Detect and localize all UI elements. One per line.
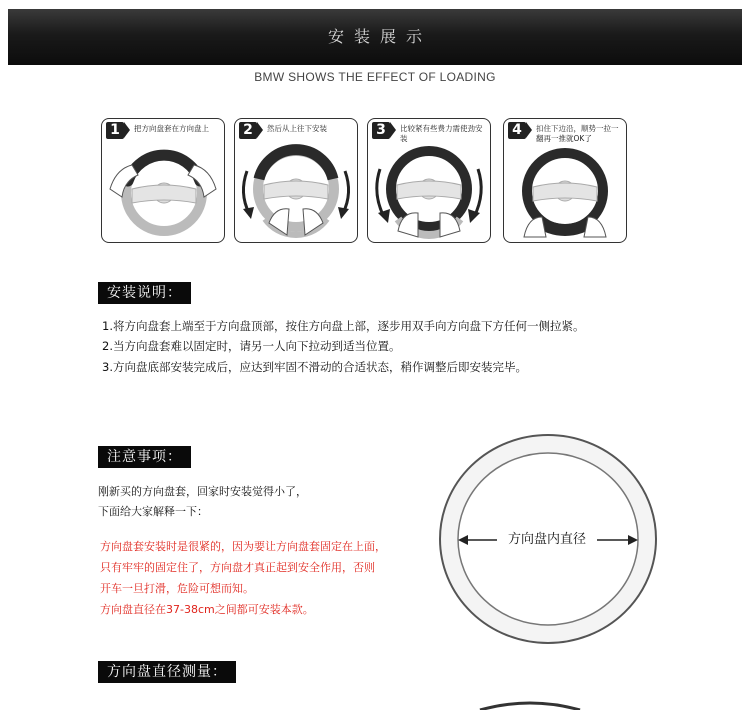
step-text: 把方向盘套在方向盘上 — [134, 124, 209, 133]
install-step-1 — [101, 118, 225, 243]
notes-heading: 注意事项： — [98, 446, 191, 468]
step-text: 然后从上往下安装 — [267, 124, 327, 133]
banner-subtitle: BMW SHOWS THE EFFECT OF LOADING — [254, 70, 496, 84]
step-text: 比较紧有些费力需使劲安装 — [400, 124, 483, 143]
install-step-4 — [503, 118, 627, 243]
step-text: 扣住下边沿，顺势一拉一翻再一推就OK了 — [536, 124, 619, 143]
install-heading: 安装说明： — [98, 282, 191, 304]
install-line-3: 3.方向盘底部安装完成后，应达到牢固不滑动的合适状态，稍作调整后即安装完毕。 — [102, 360, 527, 374]
notes-intro-2: 下面给大家解释一下： — [98, 505, 208, 518]
section-banner — [8, 9, 742, 65]
step-number: 3 — [372, 122, 390, 139]
warning-line-4: 方向盘直径在37-38cm之间都可安装本款。 — [100, 603, 314, 616]
notes-intro-1: 刚新买的方向盘套，回家时安装觉得小了， — [98, 485, 307, 498]
measure-heading: 方向盘直径测量： — [98, 661, 236, 683]
install-step-2 — [234, 118, 358, 243]
warning-line-3: 开车一旦打滑，危险可想而知。 — [100, 582, 254, 595]
install-line-1: 1.将方向盘套上端至于方向盘顶部，按住方向盘上部，逐步用双手向方向盘下方任何一侧拉紧。 — [102, 319, 585, 333]
step-number: 1 — [106, 122, 124, 139]
install-step-3 — [367, 118, 491, 243]
warning-line-1: 方向盘套安装时是很紧的，因为要让方向盘套固定在上面， — [100, 540, 386, 553]
warning-line-2: 只有牢牢的固定住了，方向盘才真正起到安全作用，否则 — [100, 561, 375, 574]
install-line-2: 2.当方向盘套难以固定时，请另一人向下拉动到适当位置。 — [102, 339, 401, 353]
diameter-label: 方向盘内直径 — [497, 530, 597, 550]
partial-wheel-image — [470, 700, 590, 710]
banner-title: 安装展示 — [327, 27, 432, 46]
step-number: 4 — [508, 122, 526, 139]
step-number: 2 — [239, 122, 257, 139]
